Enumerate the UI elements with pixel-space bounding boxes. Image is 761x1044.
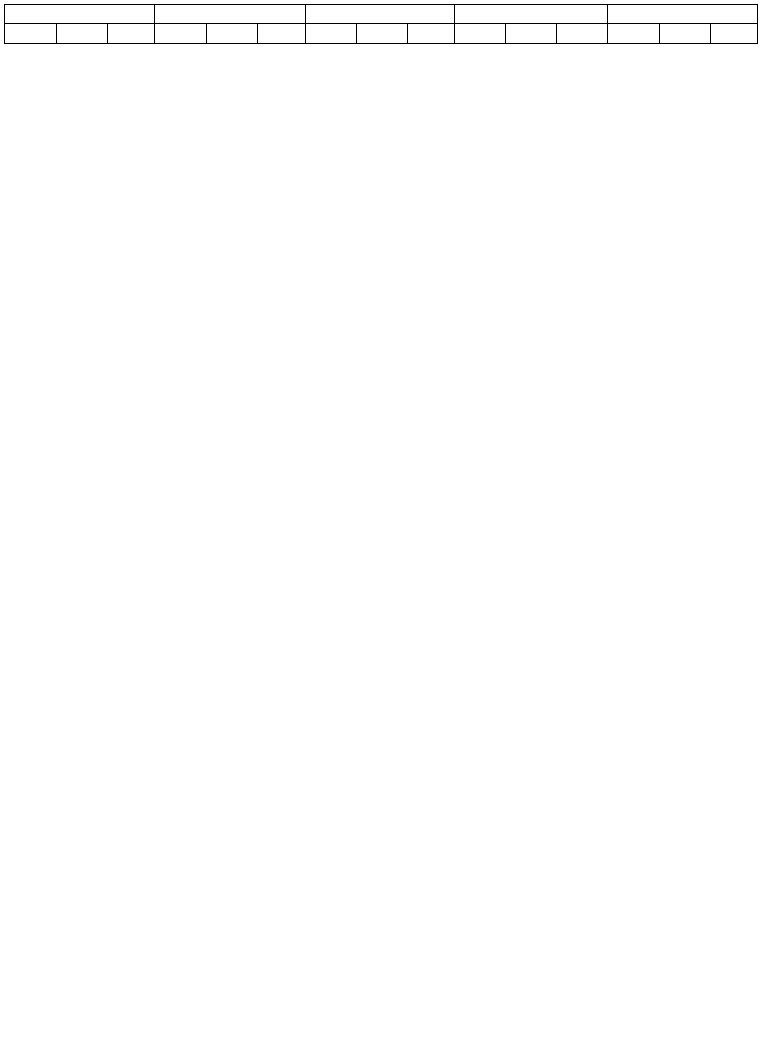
col-header-weight	[711, 23, 758, 43]
table-row	[5, 784, 758, 820]
table-row	[5, 336, 758, 429]
table-row	[5, 251, 758, 336]
table-row	[5, 23, 758, 43]
col-header-ingredient	[207, 23, 258, 43]
col-header-dish	[306, 23, 357, 43]
table-row	[5, 922, 758, 973]
table-row	[5, 193, 758, 250]
date-header	[306, 5, 455, 24]
weekly-menu-table	[4, 4, 758, 1040]
table-row	[5, 667, 758, 700]
col-header-ingredient	[660, 23, 711, 43]
date-header	[155, 5, 306, 24]
date-header	[5, 5, 155, 24]
col-header-dish	[5, 23, 57, 43]
col-header-weight	[258, 23, 306, 43]
date-header	[608, 5, 758, 24]
col-header-weight	[408, 23, 455, 43]
table-row	[5, 700, 758, 720]
col-header-ingredient	[357, 23, 408, 43]
col-header-dish	[608, 23, 660, 43]
date-header	[455, 5, 608, 24]
table-row	[5, 174, 758, 193]
table-row	[5, 481, 758, 532]
table-row	[5, 820, 758, 875]
table-row	[5, 428, 758, 481]
table-row	[5, 532, 758, 581]
table-row	[5, 720, 758, 784]
table-row	[5, 80, 758, 139]
col-header-ingredient	[506, 23, 557, 43]
table-row	[5, 973, 758, 1041]
table-row	[5, 138, 758, 174]
table-row	[5, 581, 758, 633]
col-header-weight	[108, 23, 155, 43]
table-row	[5, 875, 758, 921]
table-row	[5, 633, 758, 667]
col-header-dish	[455, 23, 506, 43]
table-row	[5, 43, 758, 79]
col-header-dish	[155, 23, 207, 43]
col-header-weight	[557, 23, 608, 43]
header-row	[5, 5, 758, 24]
col-header-ingredient	[57, 23, 108, 43]
